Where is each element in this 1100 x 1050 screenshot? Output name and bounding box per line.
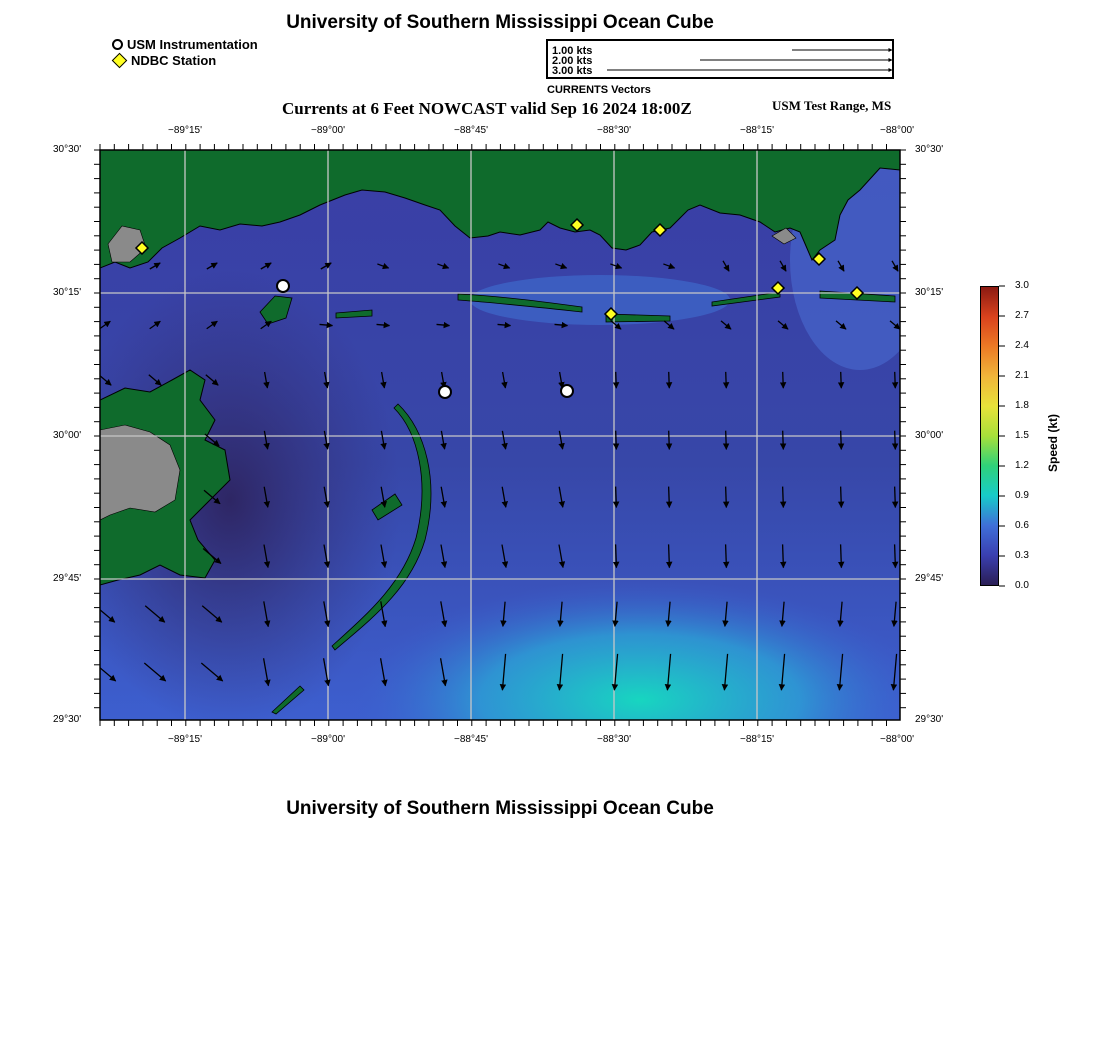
lon-label-bottom-5: −88°15' xyxy=(740,734,774,745)
current-vector-arrow xyxy=(616,544,617,567)
current-vector-arrow xyxy=(841,544,842,567)
usm-station-3[interactable] xyxy=(561,385,573,397)
legend-ndbc-label: NDBC Station xyxy=(131,53,217,68)
current-vector-arrow xyxy=(841,487,842,508)
current-vector-arrow xyxy=(783,487,784,508)
speed-colorbar xyxy=(980,286,999,586)
map-subtitle: Currents at 6 Feet NOWCAST valid Sep 16 2024 18:00Z xyxy=(282,99,692,118)
colorbar-tick-3-0: 3.0 xyxy=(1015,280,1029,291)
vector-key-arrows xyxy=(607,50,892,70)
usm-station-1[interactable] xyxy=(277,280,289,292)
lon-label-bottom-3: −88°45' xyxy=(454,734,488,745)
lon-label-bottom-2: −89°00' xyxy=(311,734,345,745)
current-vector-arrow xyxy=(895,431,896,450)
colorbar-tick-1-2: 1.2 xyxy=(1015,460,1029,471)
lon-label-top-5: −88°15' xyxy=(740,125,774,136)
current-vector-arrow xyxy=(669,372,670,388)
usm-station-2[interactable] xyxy=(439,386,451,398)
lon-label-bottom-1: −89°15' xyxy=(168,734,202,745)
lat-label-right-5: 29°30' xyxy=(915,714,944,725)
colorbar-tick-2-7: 2.7 xyxy=(1015,310,1029,321)
lon-label-top-2: −89°00' xyxy=(311,125,345,136)
colorbar-fill xyxy=(981,287,998,585)
fast-flow-region xyxy=(350,580,930,820)
current-vector-arrow xyxy=(895,372,896,388)
lon-label-bottom-4: −88°30' xyxy=(597,734,631,745)
current-vector-arrow xyxy=(616,487,617,508)
current-vector-arrow xyxy=(616,431,617,450)
current-vector-arrow xyxy=(895,487,896,508)
lat-label-left-3: 30°00' xyxy=(53,430,82,441)
colorbar-title: Speed (kt) xyxy=(1046,413,1061,473)
colorbar-tick-2-4: 2.4 xyxy=(1015,340,1029,351)
current-vector-arrow xyxy=(669,487,670,508)
colorbar-tick-0-0: 0.0 xyxy=(1015,580,1029,591)
current-vector-arrow xyxy=(726,431,727,450)
current-vector-arrow xyxy=(726,487,727,508)
current-vector-arrow xyxy=(726,544,727,567)
current-vector-arrow xyxy=(726,372,727,388)
lat-label-left-1: 30°30' xyxy=(53,144,82,155)
vector-key-label-2: 2.00 kts xyxy=(552,55,593,67)
current-vector-arrow xyxy=(669,544,670,567)
lat-label-left-5: 29°30' xyxy=(53,714,82,725)
current-vector-arrow xyxy=(783,372,784,388)
footer-title: University of Southern Mississippi Ocean Cube xyxy=(286,798,714,819)
current-vector-arrow xyxy=(841,431,842,450)
colorbar-tick-1-5: 1.5 xyxy=(1015,430,1029,441)
lon-label-top-6: −88°00' xyxy=(880,125,914,136)
colorbar-tick-0-3: 0.3 xyxy=(1015,550,1029,561)
range-name: USM Test Range, MS xyxy=(772,98,892,113)
lat-label-right-2: 30°15' xyxy=(915,287,944,298)
map-title: University of Southern Mississippi Ocean Cube xyxy=(286,12,714,33)
current-vector-arrow xyxy=(783,544,784,567)
current-vector-arrow xyxy=(783,431,784,450)
lon-label-top-4: −88°30' xyxy=(597,125,631,136)
lat-label-left-2: 30°15' xyxy=(53,287,82,298)
colorbar-ticks xyxy=(999,286,1005,586)
lat-label-right-1: 30°30' xyxy=(915,144,944,155)
current-vector-arrow xyxy=(669,431,670,450)
colorbar-tick-1-8: 1.8 xyxy=(1015,400,1029,411)
lat-label-right-3: 30°00' xyxy=(915,430,944,441)
colorbar-tick-0-9: 0.9 xyxy=(1015,490,1029,501)
lon-label-top-1: −89°15' xyxy=(168,125,202,136)
vector-key-label-1: 1.00 kts xyxy=(552,45,593,57)
lon-label-bottom-6: −88°00' xyxy=(880,734,914,745)
legend-usm-label: USM Instrumentation xyxy=(127,37,258,52)
vector-key-label-3: 3.00 kts xyxy=(552,65,593,77)
vector-key-caption: CURRENTS Vectors xyxy=(547,84,651,96)
lon-label-top-3: −88°45' xyxy=(454,125,488,136)
colorbar-tick-0-6: 0.6 xyxy=(1015,520,1029,531)
current-vector-arrow xyxy=(616,372,617,388)
current-vector-arrow xyxy=(895,544,896,567)
colorbar-tick-2-1: 2.1 xyxy=(1015,370,1029,381)
lat-label-right-4: 29°45' xyxy=(915,573,944,584)
current-vector-arrow xyxy=(841,372,842,388)
lat-label-left-4: 29°45' xyxy=(53,573,82,584)
